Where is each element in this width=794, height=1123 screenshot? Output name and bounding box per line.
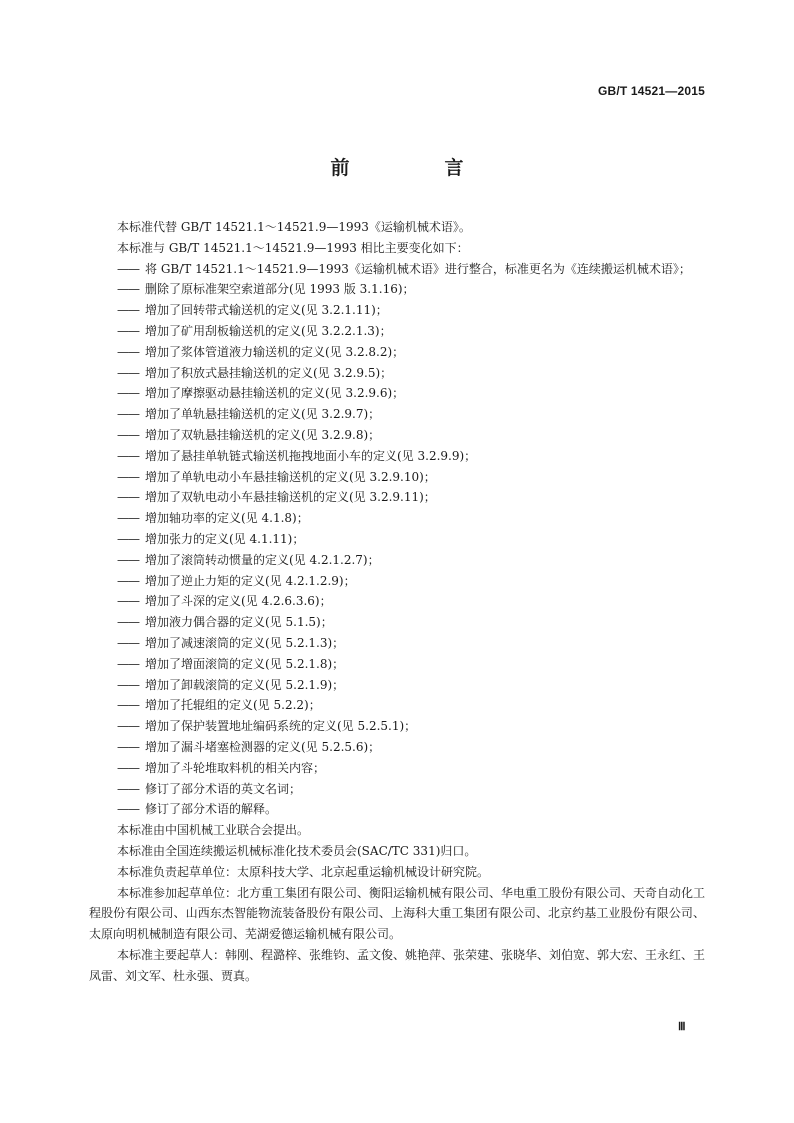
- change-item: [89, 675, 705, 696]
- change-text: 增加了双轨悬挂输送机的定义(见 3.2.9.8)；: [145, 427, 381, 442]
- change-text: 将 GB/T 14521.1～14521.9—1993《运输机械术语》进行整合，标准更名为《连续搬运机械术语》；: [145, 261, 691, 276]
- dash-mark: ——: [117, 760, 139, 775]
- change-item: [89, 737, 705, 758]
- dash-mark: ——: [117, 448, 139, 463]
- change-text: 修订了部分术语的解释。: [145, 802, 278, 817]
- change-item: [89, 321, 705, 342]
- change-item: [89, 758, 705, 779]
- closing-paragraph: 本标准主要起草人：韩刚、程潞梓、张维钧、孟文俊、姚艳萍、张荣建、张晓华、刘伯宽、郭大宏、王永红、王凤雷、刘文军、杜永强、贾真。: [89, 947, 706, 983]
- change-text: 增加了双轨电动小车悬挂输送机的定义(见 3.2.9.11)；: [145, 490, 436, 505]
- closing-paragraph: 本标准由全国连续搬运机械标准化技术委员会(SAC/TC 331)归口。: [117, 843, 477, 858]
- dash-mark: ——: [117, 407, 139, 422]
- intro-paragraph: 本标准代替 GB/T 14521.1～14521.9—1993《运输机械术语》。: [117, 220, 471, 234]
- change-item: [89, 633, 705, 654]
- change-item: [89, 695, 705, 716]
- dash-mark: ——: [117, 303, 139, 318]
- dash-mark: ——: [117, 635, 139, 650]
- change-item: [89, 508, 705, 529]
- document-body: [89, 217, 705, 986]
- closing-paragraph: 本标准参加起草单位：北方重工集团有限公司、衡阳运输机械有限公司、华电重工股份有限公司、天奇自动化工程股份有限公司、山西东杰智能物流装备股份有限公司、上海科大重工集团有限公司、北京约基工业股份有限公司、太原向明机械制造有限公司、芜湖爱德运输机械有限公司。: [89, 885, 706, 942]
- dash-mark: ——: [117, 531, 139, 546]
- change-text: 删除了原标准架空索道部分(见 1993 版 3.1.16)；: [145, 282, 415, 297]
- closing-paragraph: 本标准负责起草单位：太原科技大学、北京起重运输机械设计研究院。: [117, 864, 490, 879]
- dash-mark: ——: [117, 386, 139, 401]
- closing-paragraph: 本标准由中国机械工业联合会提出。: [117, 823, 310, 838]
- dash-mark: ——: [117, 739, 139, 754]
- change-text: 增加了斗轮堆取料机的相关内容；: [145, 760, 326, 775]
- change-item: [89, 446, 705, 467]
- change-item: [89, 383, 705, 404]
- dash-mark: ——: [117, 282, 139, 297]
- standard-code: GB/T 14521—2015: [597, 84, 705, 98]
- change-text: 增加了摩擦驱动悬挂输送机的定义(见 3.2.9.6)；: [145, 386, 405, 401]
- dash-mark: ——: [117, 677, 139, 692]
- dash-mark: ——: [117, 594, 139, 609]
- dash-mark: ——: [117, 656, 139, 671]
- change-text: 增加了积放式悬挂输送机的定义(见 3.2.9.5)；: [145, 365, 393, 380]
- change-item: [89, 279, 705, 300]
- change-item: [89, 300, 705, 321]
- change-item: [89, 550, 705, 571]
- change-text: 增加轴功率的定义(见 4.1.8)；: [145, 511, 309, 526]
- change-text: 修订了部分术语的英文名词；: [145, 781, 302, 796]
- change-text: 增加了滚筒转动惯量的定义(见 4.2.1.2.7)；: [145, 552, 380, 567]
- changes-list: [89, 259, 705, 821]
- dash-mark: ——: [117, 323, 139, 338]
- change-item: [89, 342, 705, 363]
- page-title: 前 言: [330, 157, 502, 179]
- intro-paragraph: 本标准与 GB/T 14521.1～14521.9—1993 相比主要变化如下：: [117, 240, 469, 255]
- dash-mark: ——: [117, 511, 139, 526]
- dash-mark: ——: [117, 469, 139, 484]
- change-item: [89, 571, 705, 592]
- change-text: 增加了卸载滚筒的定义(见 5.2.1.9)；: [145, 677, 345, 692]
- change-text: 增加液力偶合器的定义(见 5.1.5)；: [145, 615, 333, 630]
- dash-mark: ——: [117, 490, 139, 505]
- dash-mark: ——: [117, 719, 139, 734]
- change-item: [89, 716, 705, 737]
- dash-mark: ——: [117, 802, 139, 817]
- change-item: [89, 425, 705, 446]
- dash-mark: ——: [117, 573, 139, 588]
- change-item: [89, 487, 705, 508]
- change-text: 增加了回转带式输送机的定义(见 3.2.1.11)；: [145, 303, 388, 318]
- change-item: [89, 799, 705, 820]
- change-item: [89, 259, 705, 280]
- change-item: [89, 363, 705, 384]
- dash-mark: ——: [117, 615, 139, 630]
- change-text: 增加了斗深的定义(见 4.2.6.3.6)；: [145, 594, 332, 609]
- change-item: [89, 591, 705, 612]
- dash-mark: ——: [117, 344, 139, 359]
- change-text: 增加了单轨电动小车悬挂输送机的定义(见 3.2.9.10)；: [145, 469, 436, 484]
- change-item: [89, 529, 705, 550]
- change-text: 增加张力的定义(见 4.1.11)；: [145, 531, 305, 546]
- dash-mark: ——: [117, 781, 139, 796]
- change-item: [89, 612, 705, 633]
- change-text: 增加了增面滚筒的定义(见 5.2.1.8)；: [145, 656, 345, 671]
- change-item: [89, 654, 705, 675]
- page-number: Ⅲ: [678, 1021, 686, 1033]
- change-text: 增加了托辊组的定义(见 5.2.2)；: [145, 698, 321, 713]
- change-text: 增加了单轨悬挂输送机的定义(见 3.2.9.7)；: [145, 407, 381, 422]
- change-item: [89, 404, 705, 425]
- dash-mark: ——: [117, 552, 139, 567]
- change-text: 增加了漏斗堵塞检测器的定义(见 5.2.5.6)；: [145, 739, 381, 754]
- dash-mark: ——: [117, 698, 139, 713]
- change-text: 增加了保护装置地址编码系统的定义(见 5.2.5.1)；: [145, 719, 417, 734]
- change-text: 增加了减速滚筒的定义(见 5.2.1.3)；: [145, 635, 345, 650]
- dash-mark: ——: [117, 427, 139, 442]
- change-item: [89, 779, 705, 800]
- dash-mark: ——: [117, 365, 139, 380]
- change-text: 增加了浆体管道液力输送机的定义(见 3.2.8.2)；: [145, 344, 405, 359]
- change-item: [89, 467, 705, 488]
- change-text: 增加了逆止力矩的定义(见 4.2.1.2.9)；: [145, 573, 356, 588]
- change-text: 增加了悬挂单轨链式输送机拖拽地面小车的定义(见 3.2.9.9)；: [145, 448, 477, 463]
- change-text: 增加了矿用刮板输送机的定义(见 3.2.2.1.3)；: [145, 323, 392, 338]
- dash-mark: ——: [117, 261, 139, 276]
